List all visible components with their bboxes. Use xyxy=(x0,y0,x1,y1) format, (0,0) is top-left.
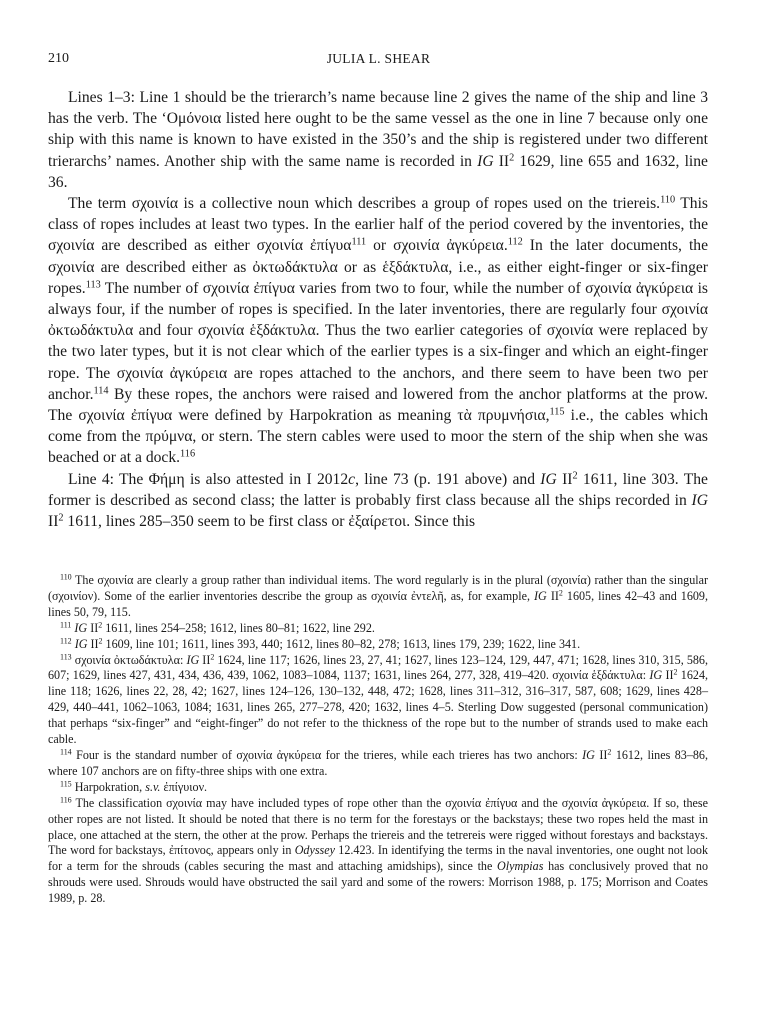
footnote-115: $^{115}$ Harpokration, s.v. ἐπίγυιον. xyxy=(60,779,208,794)
footnotes xyxy=(48,573,708,907)
footnote-114: $^{114}$ Four is the standard number of σχοινία ἀγκύρεια for the trieres, while each trieres has two anchors: IG $II^2$ 1612, lines 83–86, where 107 anchors are on fifty-three ships with one extra. xyxy=(48,747,708,778)
paragraph-lines-1-3: Lines 1–3: Line 1 should be the trierarch’s name because line 2 gives the name of the ship and line 3 has the verb. The ‘Ομόνοια listed here ought to be the same vessel as the one in line 7 because only one ship with this name is known to have existed in the 350’s and the ship is registered under two different trierarchs’ names. Another ship with the same name is recorded in IG $II^2$ 1629, line 655 and 1632, line 36. xyxy=(48,89,708,191)
running-head: JULIA L. SHEAR xyxy=(326,51,431,66)
footnote-116: $^{116}$ The classification σχοινία may have included types of rope other than the σχοινία ἐπίγυα and the σχοινία ἀγκύρεια. If so, these other ropes are not listed. It should be noted that there is no term for the forestays or the backstays; these two ropes held the mast in place, one attached at the stern, the other at the prow. Perhaps the triereis and the tetrereis were rigged without forestays and backstays. The word for backstays, ἐπίτονος, appears only in Odyssey 12.423. In identifying the terms in the naval inventories, one ought not look for a term for the shrouds (cables securing the mast and attaching amidships), since the Olympias has conclusively proved that no shrouds were used. Shrouds would have obstructed the sail yard and some of the rowers: Morrison 1988, p. 175; Morrison and Coates 1989, p. 28. xyxy=(48,795,709,906)
page-number: 210 xyxy=(48,51,69,66)
footnote-113: $^{113}$ σχοινία ὀκτωδάκτυλα: IG $II^2$ 1624, line 117; 1626, lines 23, 27, 41; 1627, lines 123–124, 129, 447, 471; 1628, lines 310, 315, 586, 607; 1629, lines 427, 431, 434, 436, 439, 1062, 1083–1084, 1137; 1631, lines 264, 277, 328, 419–420. σχοινία ἑξδάκτυλα: IG $II^2$ 1624, line 118; 1626, lines 22, 28, 42; 1627, lines 124–126, 130–132, 448, 472; 1628, lines 311–312, 316–317, 587, 608; 1629, lines 428–429, 440–441, 1062–1063, 1084; 1631, lines 265, 277–278, 420; 1632, lines 4–5. Sterling Dow suggested (personal communication) that perhaps “six-finger” and “eight-finger” do not refer to the thickness of the rope but to the number of strands used to make each cable. xyxy=(48,652,709,747)
body-text xyxy=(48,87,708,532)
footnote-111: $^{111}$ IG $II^2$ 1611, lines 254–258; 1612, lines 80–81; 1622, line 292. xyxy=(60,620,375,635)
footnote-112: $^{112}$ IG $II^2$ 1609, line 101; 1611, lines 393, 440; 1612, lines 80–82, 278; 1613, lines 179, 239; 1622, line 341. xyxy=(60,636,581,651)
footnote-110: $^{110}$ The σχοινία are clearly a group rather than individual items. The word regularly is in the plural (σχοινία) rather than the singular (σχοινίον). Some of the earlier inventories describe the group as σχοινία ἐντελῆ, as, for example, IG $II^2$ 1605, lines 42–43 and 1609, lines 50, 79, 115. xyxy=(48,572,708,619)
paragraph-line-4: Line 4: The Φήμη is also attested in I 2012c, line 73 (p. 191 above) and IG $II^2$ 1611, line 303. The former is described as second class; the latter is probably first class because all the ships recorded in IG $II^2$ 1611, lines 285–350 seem to be first class or ἐξαίρετοι. Since this xyxy=(48,470,708,531)
paragraph-schoinia: The term σχοινία is a collective noun which describes a group of ropes used on the triereis.$^{110}$ This class of ropes includes at least two types. In the earlier half of the period covered by the inventories, the σχοινία are described as either σχοινία ἐπίγυα$^{111}$ or σχοινία ἀγκύρεια.$^{112}$ In the later documents, the σχοινία are described either as ὀκτωδάκτυλα or as ἑξδάκτυλα, i.e., as either eight-finger or six-finger ropes.$^{113}$ The number of σχοινία ἐπίγυα varies from two to four, while the number of σχοινία ἀγκύρεια is always four, if the number of ropes is specified. In the later inventories, there are regularly four σχοινία ὀκτωδάκτυλα and four σχοινία ἑξδάκτυλα. Thus the two earlier categories of σχοινία were replaced by the two later types, but it is not clear which of the earlier types is a six-finger and which an eight-finger rope. The σχοινία ἀγκύρεια are ropes attached to the anchors, and there seem to have been two per anchor.$^{114}$ By these ropes, the anchors were raised and lowered from the anchor platforms at the prow. The σχοινία ἐπίγυα were defined by Harpokration as meaning τὰ πρυμνήσια,$^{115}$ i.e., the cables which come from the πρύμνα, or stern. The stern cables were used to moor the stern of the ship when she was beached or at a dock.$^{116}$ xyxy=(48,194,708,467)
page-header xyxy=(48,51,709,75)
